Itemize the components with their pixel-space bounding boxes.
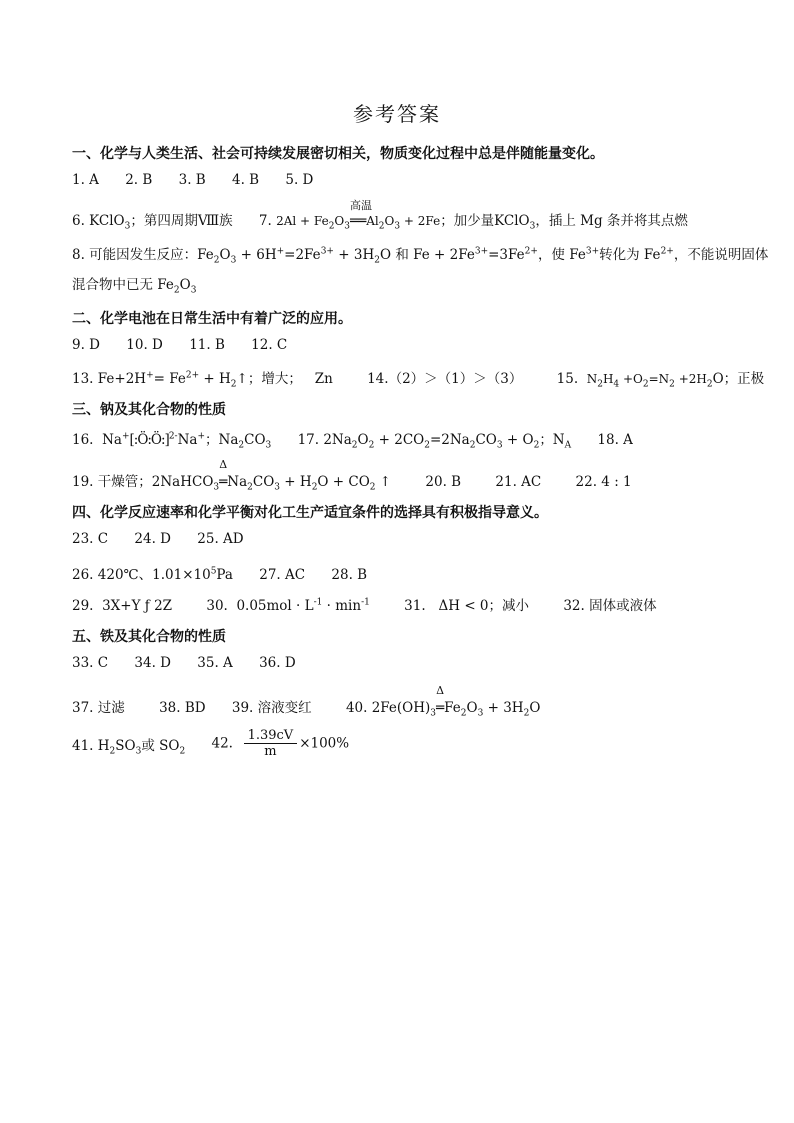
answer-9: 9. D bbox=[72, 337, 100, 353]
section-1-heading: 一、化学与人类生活、社会可持续发展密切相关，物质变化过程中总是伴随能量变化。 bbox=[72, 146, 604, 162]
reaction-condition: 高温 bbox=[350, 199, 372, 212]
answer-39: 39. 溶液变红 bbox=[231, 700, 312, 716]
answer-row-9 bbox=[72, 594, 657, 614]
peroxide-electron-structure: [:Ö:Ö:] bbox=[129, 432, 169, 448]
answer-row-5 bbox=[72, 428, 633, 451]
answer-11: 11. B bbox=[189, 337, 225, 353]
section-5-heading: 五、铁及其化合物的性质 bbox=[72, 629, 226, 645]
answer-36: 36. D bbox=[259, 655, 296, 671]
answer-28: 28. B bbox=[331, 567, 368, 583]
answer-5: 5. D bbox=[285, 172, 314, 188]
answer-row-7 bbox=[72, 531, 244, 547]
answer-row-3 bbox=[72, 337, 287, 353]
answer-10: 10. D bbox=[126, 337, 163, 353]
answer-4: 4. B bbox=[232, 172, 260, 188]
answer-row-8 bbox=[72, 563, 367, 583]
answer-23: 23. C bbox=[72, 531, 109, 547]
answer-27: 27. AC bbox=[259, 567, 306, 583]
answer-row-12 bbox=[72, 728, 349, 759]
answer-row-6 bbox=[72, 458, 632, 493]
section-4-heading: 四、化学反应速率和化学平衡对化工生产适宜条件的选择具有积极指导意义。 bbox=[72, 505, 548, 521]
heat-symbol: Δ bbox=[219, 458, 228, 471]
answer-row-11 bbox=[72, 684, 541, 719]
section-3-heading: 三、钠及其化合物的性质 bbox=[72, 402, 226, 418]
answer-25: 25. AD bbox=[197, 531, 244, 547]
answer-8-line-1: 8. 可能因发生反应：$Fe_2O_3 + 6H^+=2Fe^{3+} + 3H_2O$ 和 $Fe + 2Fe^{3+}=3Fe^{2+}$，使 $Fe^{3+}$转化为 $Fe^{2+}$，不能说明固体 bbox=[72, 246, 769, 266]
answer-32: 32. 固体或液体 bbox=[563, 598, 657, 614]
answer-17: 17. $2Na_2O_2 + 2CO_2=2Na_2CO_3 + O_2$；$N_A$ bbox=[297, 432, 572, 451]
answer-15: 15. $N_2H_4 +O_2=N_2 +2H_2O$；正极 bbox=[556, 371, 765, 390]
answer-14: 14.（2）＞（1）＞（3） bbox=[367, 371, 523, 387]
page-title: 参考答案 bbox=[353, 102, 441, 126]
answer-18: 18. A bbox=[597, 432, 633, 448]
answer-31: 31. ΔH < 0；减小 bbox=[404, 598, 530, 614]
answer-3: 3. B bbox=[178, 172, 206, 188]
answer-21: 21. AC bbox=[495, 474, 542, 490]
answer-37: 37. 过滤 bbox=[72, 700, 125, 716]
answer-row-4 bbox=[72, 367, 765, 390]
answer-34: 34. D bbox=[134, 655, 171, 671]
answer-26: 26. 420℃、$1.01\times 10^5Pa$ bbox=[72, 566, 233, 583]
answer-row-2 bbox=[72, 199, 688, 232]
answer-35: 35. A bbox=[197, 655, 233, 671]
answer-24: 24. D bbox=[134, 531, 171, 547]
fraction: $\frac{1.39cV}{m}$ bbox=[244, 728, 298, 759]
answer-33: 33. C bbox=[72, 655, 109, 671]
answer-2: 2. B bbox=[125, 172, 153, 188]
answer-41: 41. $H_2SO_3$或 $SO_2$ bbox=[72, 737, 186, 757]
answer-8-line-2: 混合物中已无 $Fe_2O_3$ bbox=[72, 277, 197, 296]
answer-22: 22. 4 : 1 bbox=[575, 474, 632, 490]
answer-29: 29. 3X+Y ƒ 2Z bbox=[72, 598, 173, 614]
answer-16: 16. Na+[:Ö:Ö:]$^{2-}$Na+；$Na_2CO_3$ bbox=[72, 431, 272, 451]
answer-row-1 bbox=[72, 172, 313, 188]
answer-6: 6. KClO$_3$；第四周期Ⅷ族 bbox=[72, 213, 233, 232]
answer-7: 7. $2Al + Fe_2O_3$ 高温 $══Al_2O_3 + 2Fe$；加少量KClO$_3$，插上 Mg 条并将其点燃 bbox=[258, 199, 688, 232]
answer-30: 30. $0.05mol \cdot L^{-1} \cdot \min^{-1}$ bbox=[206, 597, 370, 614]
answer-1: 1. A bbox=[72, 172, 99, 188]
answer-12: 12. C bbox=[251, 337, 288, 353]
section-2-heading: 二、化学电池在日常生活中有着广泛的应用。 bbox=[72, 311, 352, 327]
answer-13: 13. $Fe+2H^+= Fe^{2+}$ + $H_2↑$；增大； Zn bbox=[72, 370, 333, 390]
answer-19: 19. 干燥管；2NaHCO$_3$ Δ $═Na_2CO_3 + H_2O + CO_2$ ↑ bbox=[72, 458, 392, 493]
answer-42: 42. $\frac{1.39cV}{m}$ ×100% bbox=[211, 728, 350, 759]
answer-40: 40. $2Fe(OH)_3$ Δ $═Fe_2O_3 + 3H_2O$ bbox=[345, 684, 541, 719]
answer-20: 20. B bbox=[425, 474, 462, 490]
heat-symbol-40: Δ bbox=[436, 684, 445, 697]
answer-row-10 bbox=[72, 655, 296, 671]
answer-38: 38. BD bbox=[159, 700, 206, 716]
